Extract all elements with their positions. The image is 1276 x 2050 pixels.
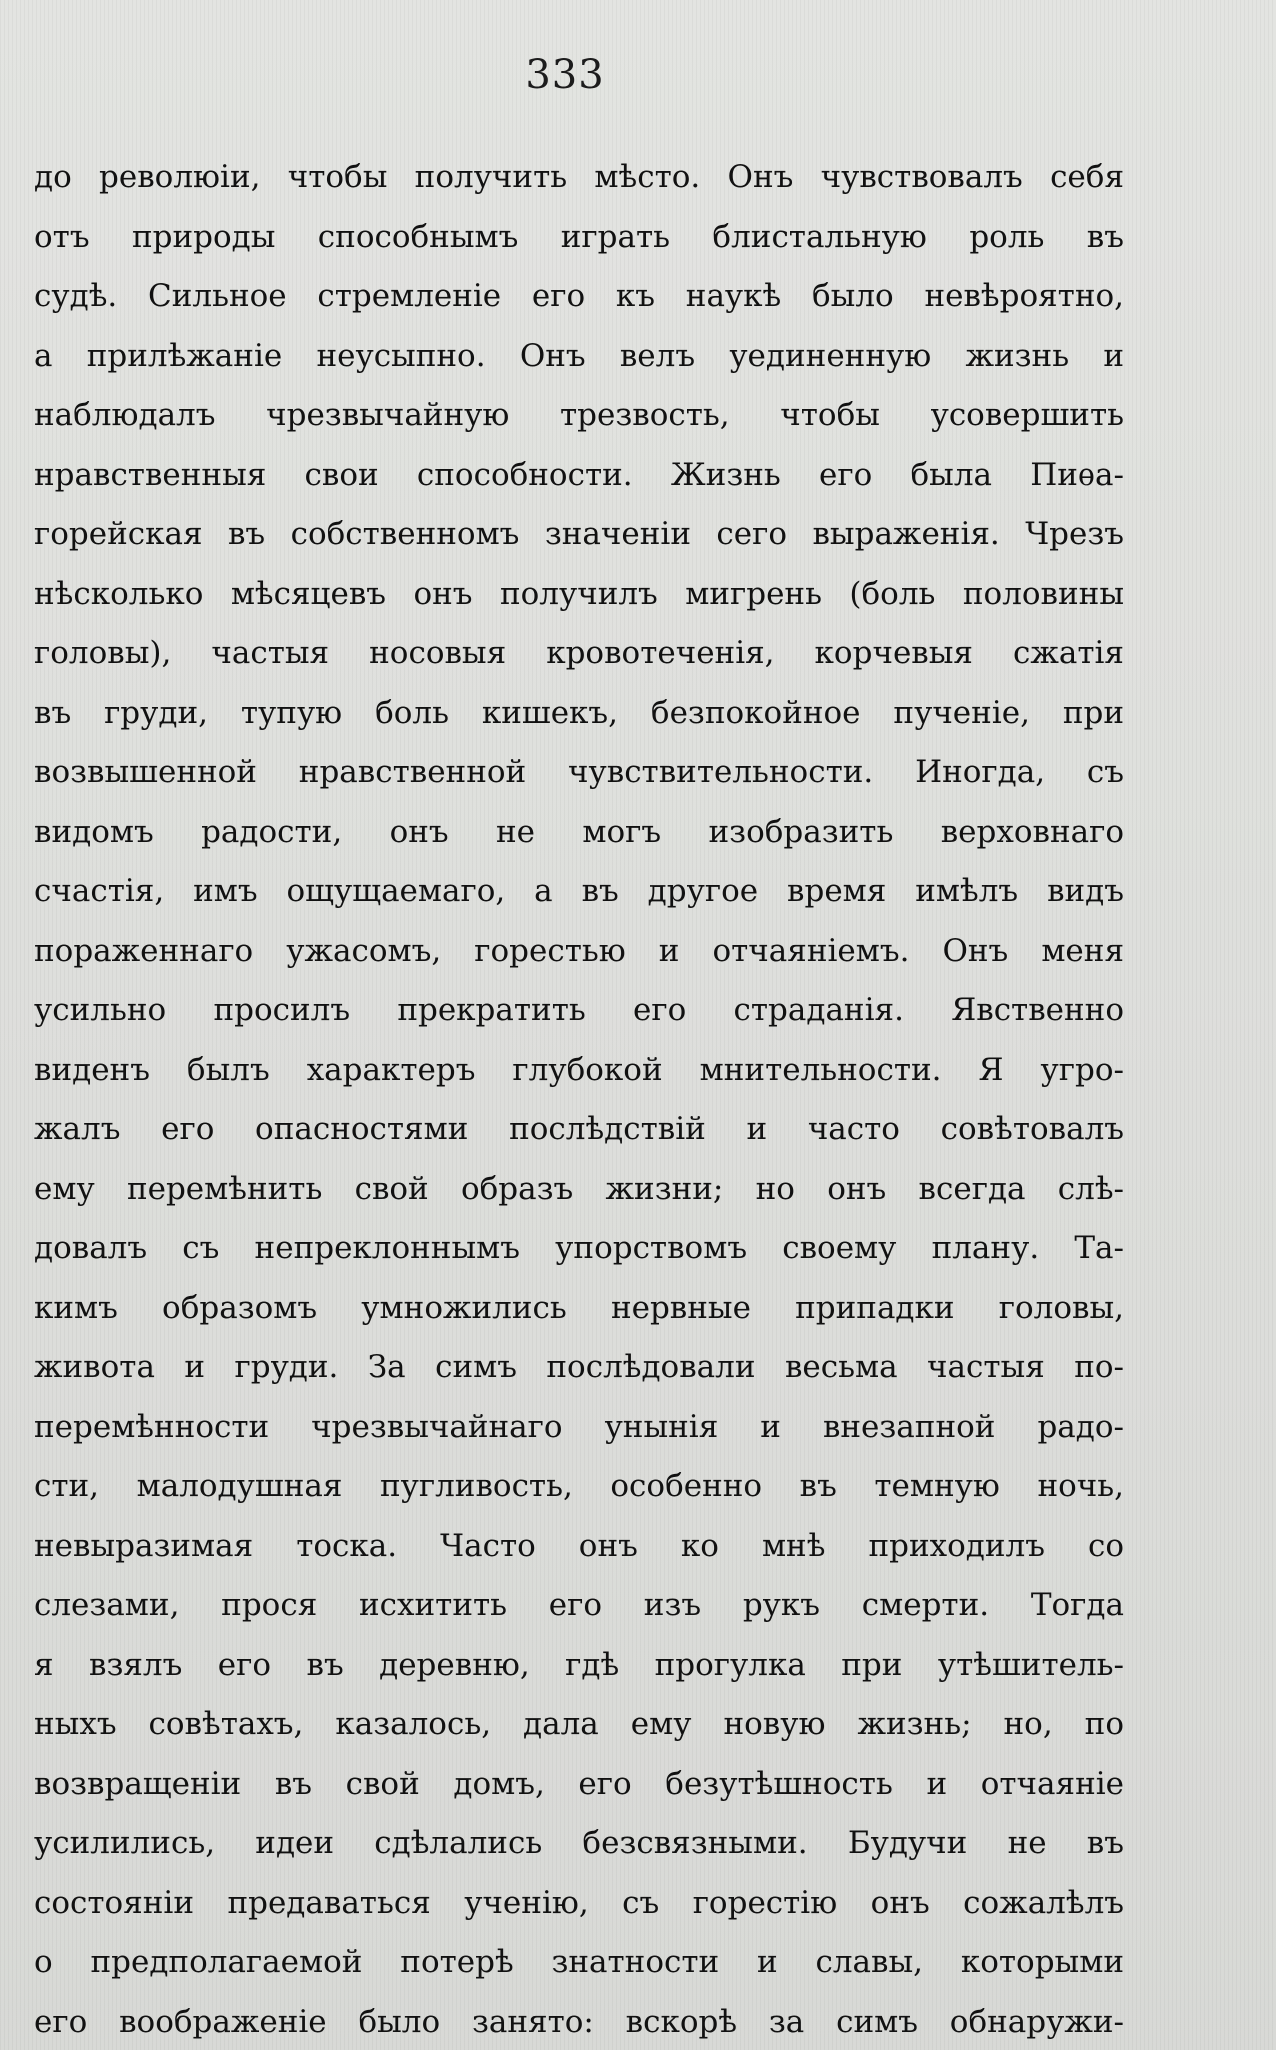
text-line: усилились, идеи сдѣлались безсвязными. Будучи не въ (34, 1825, 1124, 1861)
text-line: а прилѣжаніе неусыпно. Онъ велъ уединенную жизнь и (34, 337, 1124, 374)
text-line: его воображеніе было занято: вскорѣ за симъ обнаружи- (34, 2003, 1124, 2040)
text-line: видомъ радости, онъ не могъ изобразить верховнаго (34, 813, 1124, 850)
text-line: слезами, прося исхитить его изъ рукъ смерти. Тогда (34, 1587, 1124, 1623)
text-line: наблюдалъ чрезвычайную трезвость, чтобы усовершить (34, 397, 1124, 433)
text-line: горейская въ собственномъ значеніи сего выраженія. Чрезъ (34, 516, 1124, 552)
text-line: состояніи предаваться ученію, съ горестію онъ сожалѣлъ (34, 1884, 1124, 1921)
text-line: нравственныя свои способности. Жизнь его была Пиѳа- (34, 456, 1124, 493)
text-line: невыразимая тоска. Часто онъ ко мнѣ приходилъ со (34, 1527, 1124, 1564)
text-line: счастія, имъ ощущаемаго, а въ другое время имѣлъ видъ (34, 873, 1124, 909)
text-line: возвращеніи въ свой домъ, его безутѣшность и отчаяніе (34, 1765, 1124, 1802)
text-line: я взялъ его въ деревню, гдѣ прогулка при утѣшитель- (34, 1646, 1124, 1683)
text-line: нѣсколько мѣсяцевъ онъ получилъ мигрень (боль половины (34, 575, 1124, 612)
text-line: живота и груди. За симъ послѣдовали весьма частыя по- (34, 1349, 1124, 1385)
text-line: судѣ. Сильное стремленіе его къ наукѣ было невѣроятно, (34, 278, 1124, 314)
text-line: довалъ съ непреклоннымъ упорствомъ своему плану. Та- (34, 1230, 1124, 1266)
text-line: въ груди, тупую боль кишекъ, безпокойное пученіе, при (34, 694, 1124, 731)
text-line: ныхъ совѣтахъ, казалось, дала ему новую жизнь; но, по (34, 1706, 1124, 1742)
text-line: виденъ былъ характеръ глубокой мнительности. Я угро- (34, 1051, 1124, 1088)
text-line: до революіи, чтобы получить мѣсто. Онъ чувствовалъ себя (34, 159, 1124, 195)
text-line: усильно просилъ прекратить его страданія. Явственно (34, 992, 1124, 1028)
text-line: жалъ его опасностями послѣдствій и часто совѣтовалъ (34, 1111, 1124, 1147)
page-number: 333 (525, 52, 605, 98)
text-line: ему перемѣнить свой образъ жизни; но онъ всегда слѣ- (34, 1170, 1124, 1207)
text-line: кимъ образомъ умножились нервные припадки головы, (34, 1289, 1124, 1326)
text-line: возвышенной нравственной чувствительности. Иногда, съ (34, 754, 1124, 790)
text-line: головы), частыя носовыя кровотеченія, корчевыя сжатія (34, 635, 1124, 671)
text-line: сти, малодушная пугливость, особенно въ темную ночь, (34, 1468, 1124, 1504)
text-line: отъ природы способнымъ играть блистальную роль въ (34, 218, 1124, 255)
text-line: пораженнаго ужасомъ, горестью и отчаяніемъ. Онъ меня (34, 932, 1124, 969)
text-line: перемѣнности чрезвычайнаго унынія и внезапной радо- (34, 1408, 1124, 1445)
body-text (34, 148, 1124, 2050)
text-line: о предполагаемой потерѣ знатности и славы, которыми (34, 1944, 1124, 1980)
